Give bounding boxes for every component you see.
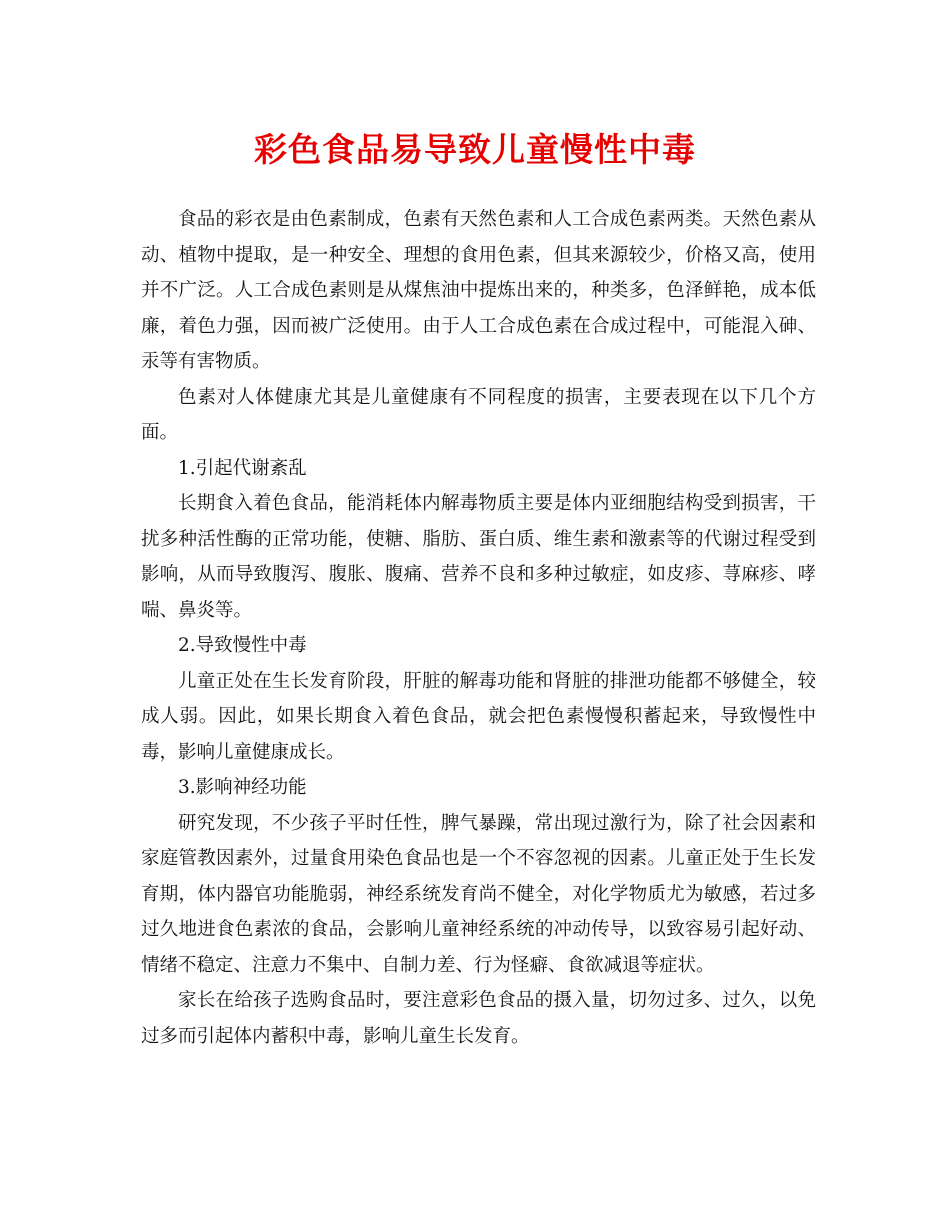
paragraph-overview: 色素对人体健康尤其是儿童健康有不同程度的损害，主要表现在以下几个方面。	[141, 386, 816, 443]
section-heading-poisoning: 2.导致慢性中毒	[178, 635, 307, 656]
paragraph-metabolism: 长期食入着色食品，能消耗体内解毒物质主要是体内亚细胞结构受到损害，干扰多种活性酶的正常功能，使糖、脂肪、蛋白质、维生素和激素等的代谢过程受到影响，从而导致腹泻、腹胀、腹痛、营养不良和多种过敏症，如皮疹、荨麻疹、哮喘、鼻炎等。	[141, 493, 816, 621]
document-body	[141, 202, 816, 1054]
paragraph-advice: 家长在给孩子选购食品时，要注意彩色食品的摄入量，切勿过多、过久，以免过多而引起体内蓄积中毒，影响儿童生长发育。	[141, 990, 816, 1047]
document-title: 彩色食品易导致儿童慢性中毒	[254, 130, 696, 169]
section-heading-metabolism: 1.引起代谢紊乱	[178, 457, 307, 479]
paragraph-poisoning: 儿童正处在生长发育阶段，肝脏的解毒功能和肾脏的排泄功能都不够健全，较成人弱。因此，如果长期食入着色食品，就会把色素慢慢积蓄起来，导致慢性中毒，影响儿童健康成长。	[141, 670, 816, 763]
paragraph-nerve: 研究发现，不少孩子平时任性，脾气暴躁，常出现过激行为，除了社会因素和家庭管教因素外，过量食用染色食品也是一个不容忽视的因素。儿童正处于生长发育期，体内器官功能脆弱，神经系统发育尚不健全，对化学物质尤为敏感，若过多过久地进食色素浓的食品，会影响儿童神经系统的冲动传导，以致容易引起好动、情绪不稳定、注意力不集中、自制力差、行为怪癖、食欲减退等症状。	[141, 812, 816, 976]
section-heading-nerve: 3.影响神经功能	[178, 777, 307, 798]
paragraph-intro: 食品的彩衣是由色素制成，色素有天然色素和人工合成色素两类。天然色素从动、植物中提取，是一种安全、理想的食用色素，但其来源较少，价格又高，使用并不广泛。人工合成色素则是从煤焦油中提炼出来的，种类多，色泽鲜艳，成本低廉，着色力强，因而被广泛使用。由于人工合成色素在合成过程中，可能混入砷、汞等有害物质。	[141, 209, 816, 372]
